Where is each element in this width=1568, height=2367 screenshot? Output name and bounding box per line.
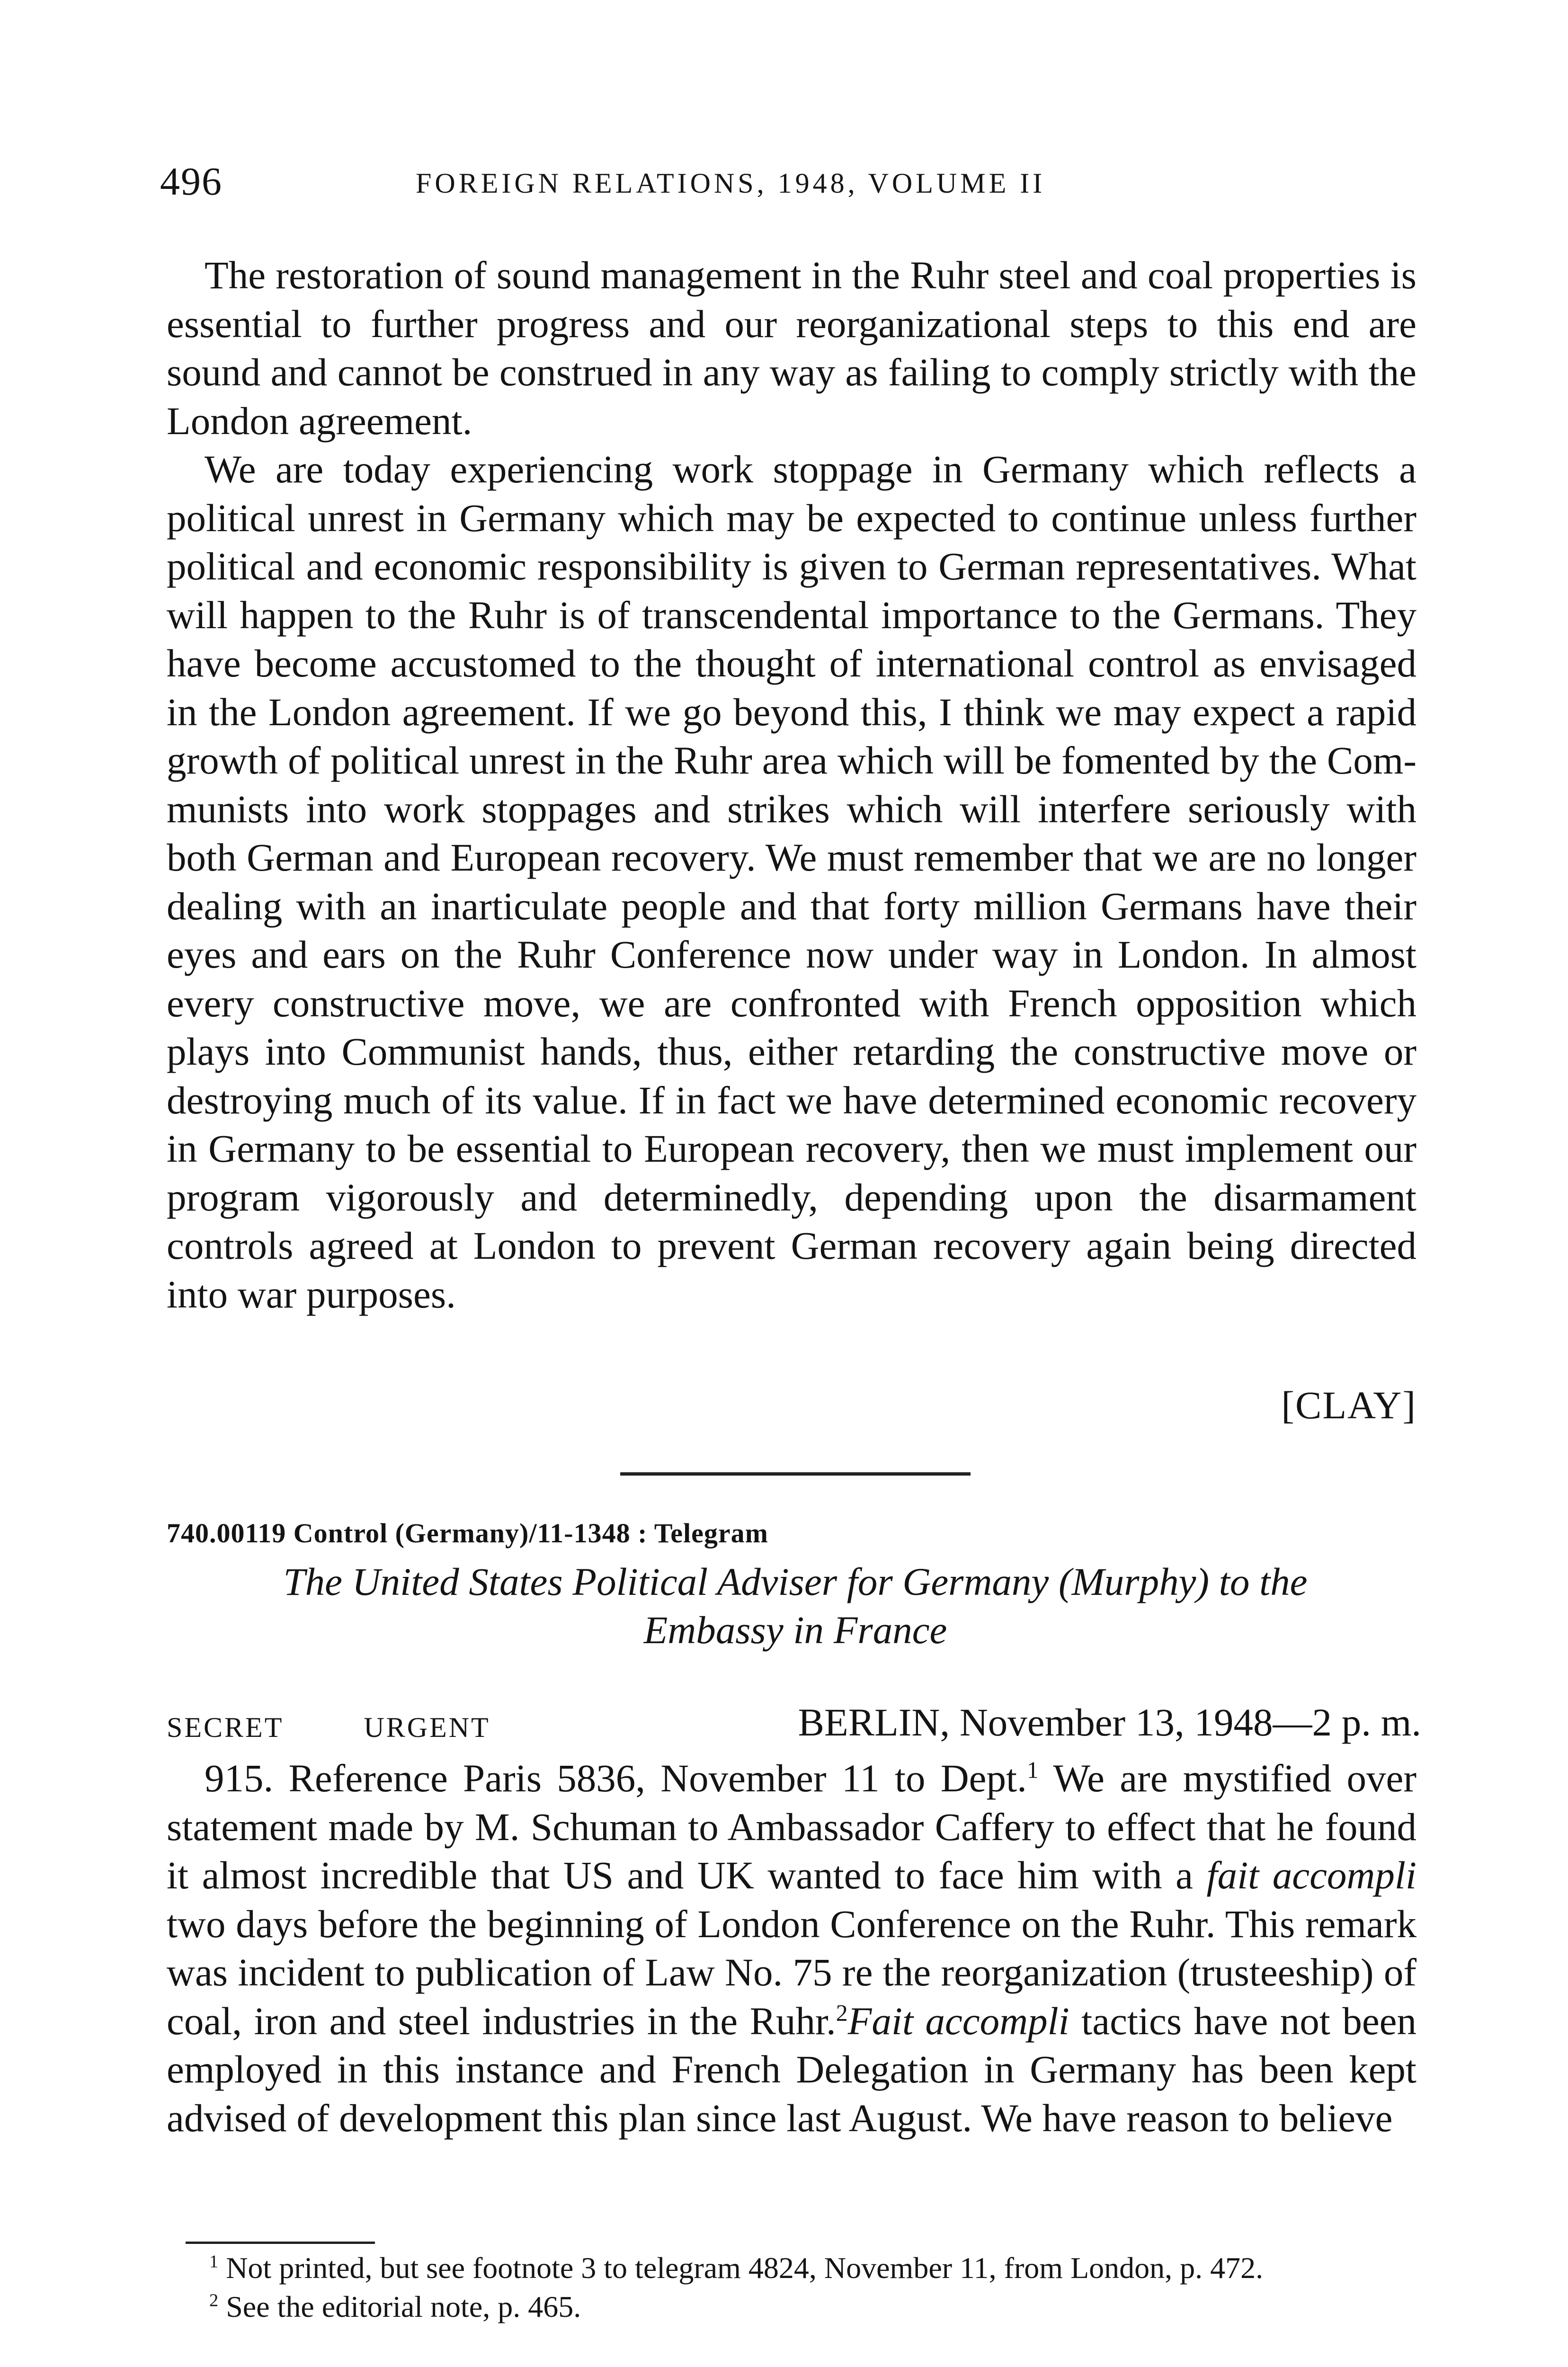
classification-line — [167, 1711, 561, 1744]
page-header — [160, 159, 1419, 211]
page-number: 496 — [160, 160, 223, 204]
footnote-rule — [186, 2242, 375, 2244]
telegram-paragraph — [167, 1754, 1417, 2142]
heading-line-1: The United States Political Adviser for Germany (Murphy) to the — [283, 1560, 1308, 1603]
telegram-text: tactics have not been employed in this instance and French Delegation in Germany has been kept advised of development this plan since last August. We have reason to believe — [167, 1999, 1417, 2140]
telegram-text: 915. Reference Paris 5836, November 11 to Dept. — [205, 1756, 1027, 1800]
letter-body — [167, 251, 1417, 1318]
footnote-ref-1: 1 — [1026, 1757, 1039, 1783]
footnote-1 — [167, 2249, 1421, 2287]
telegram-body — [167, 1754, 1417, 2142]
footnote-mark: 1 — [209, 2251, 219, 2272]
telegram-text: We are mystified over statement made by M. Schuman to Ambassador Caffery to effect that he found it almost incredible that US and UK wanted to face him with a — [167, 1756, 1417, 1897]
italic-term: Fait accompli — [847, 1999, 1069, 2043]
classification-urgent: URGENT — [364, 1712, 490, 1743]
running-title: FOREIGN RELATIONS, 1948, VOLUME II — [416, 168, 1046, 199]
file-reference: 740.00119 Control (Germany)/11-1348 : Telegram — [167, 1518, 768, 1548]
footnotes — [167, 2249, 1421, 2326]
footnote-text: See the editorial note, p. 465. — [226, 2290, 581, 2323]
italic-term: fait accompli — [1206, 1853, 1417, 1897]
footnote-mark: 2 — [209, 2290, 219, 2311]
document-heading — [170, 1557, 1420, 1654]
section-divider — [620, 1472, 971, 1476]
paragraph-2: We are today experiencing work stoppage in Germany which reflects a political unrest in Germany which may be expected to continue unless further political and economic responsibility is given to German representatives. What will happen to the Ruhr is of transcendental importance to the Germans. They have become accustomed to the thought of international control as envisaged in the London agreement. If we go beyond this, I think we may expect a rapid growth of political unrest in the Ruhr area which will be fomented by the Communists into work stoppages and strikes which will interfere seriously with both German and European recovery. We must remember that we are no longer dealing with an inarticulate people and that forty million Germans have their eyes and ears on the Ruhr Conference now under way in London. In almost every constructive move, we are confronted with French opposition which plays into Communist hands, thus, either retarding the constructive move or destroying much of its value. If in fact we have determined economic recovery in Germany to be essential to European recovery, then we must implement our program vigorously and determinedly, depending upon the disarmament controls agreed at London to prevent German recovery again being directed into war purposes. — [167, 447, 1417, 1316]
footnote-ref-2: 2 — [836, 1999, 848, 2026]
signature: [CLAY] — [1281, 1383, 1417, 1427]
footnote-text: Not printed, but see footnote 3 to telegram 4824, November 11, from London, p. 472. — [226, 2251, 1264, 2285]
telegram-text: two days before the beginning of London Conference on the Ruhr. This remark was incident to publication of Law No. 75 re the reorganization (trusteeship) of coal, iron and steel industries in the Ruhr. — [167, 1902, 1417, 2043]
heading-line-2: Embassy in France — [643, 1608, 947, 1652]
footnote-2 — [167, 2287, 1421, 2326]
classification-secret: SECRET — [167, 1712, 284, 1743]
dateline: BERLIN, November 13, 1948—2 p. m. — [798, 1700, 1421, 1744]
paragraph-1: The restoration of sound management in the Ruhr steel and coal properties is essential to further progress and our reorganizational steps to this end are sound and cannot be construed in any way as failing to comply strictly with the London agreement. — [167, 253, 1417, 443]
